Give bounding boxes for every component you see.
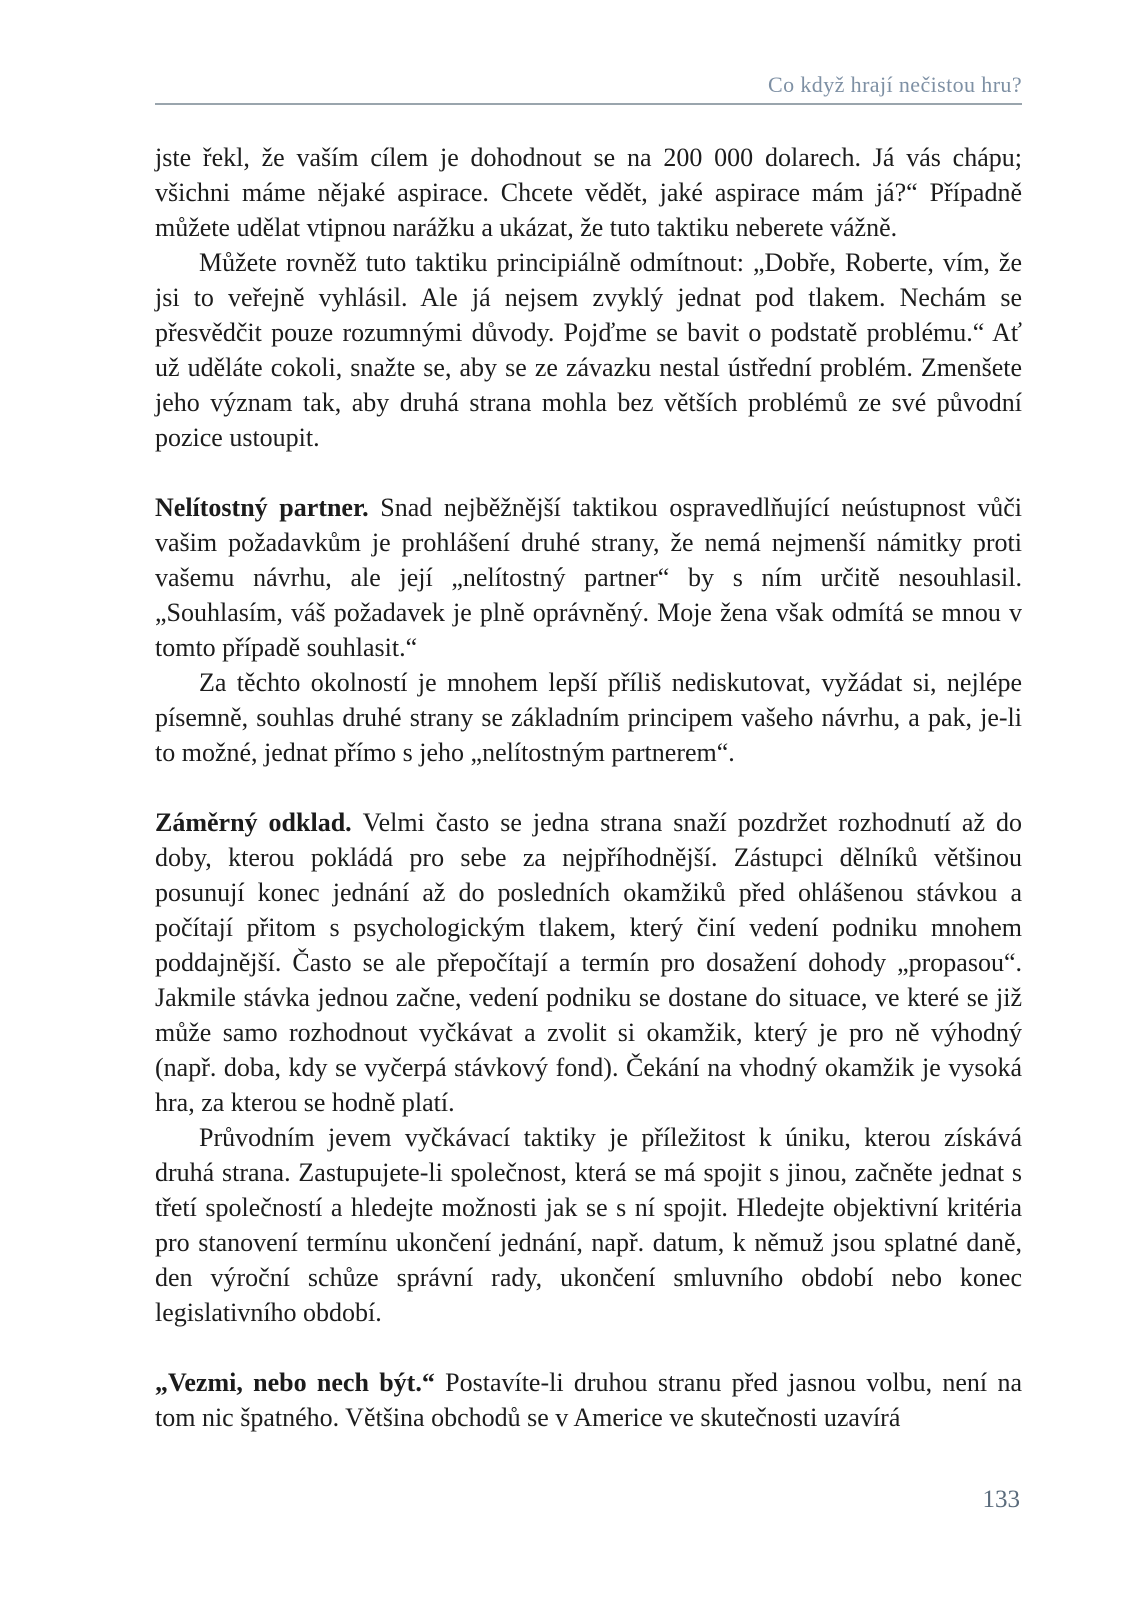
paragraph (155, 1120, 1022, 1330)
paragraph (155, 245, 1022, 455)
paragraph-text: Snad nejběžnější taktikou ospravedlňující neústupnost vůči vašim požadavkům je prohlášení druhé strany, že nemá nejmenší námitky proti vašemu návrhu, ale její „nelítostný partner“ by s ním určitě nesouhlasil. „Souhlasím, váš požadavek je plně oprávněný. Moje žena však odmítá se mnou v tomto případě souhlasit.“ (155, 493, 1022, 662)
paragraph (155, 805, 1022, 1120)
running-header-title: Co když hrají nečistou hru? (768, 72, 1022, 97)
paragraph-text: Můžete rovněž tuto taktiku principiálně odmítnout: „Dobře, Roberte, vím, že jsi to veřejně vyhlásil. Ale já nejsem zvyklý jednat pod tlakem. Nechám se přesvědčit pouze rozumnými důvody. Pojďme se bavit o podstatě problému.“ Ať už uděláte cokoli, snažte se, aby se ze závazku nestal ústřední problém. Zmenšete jeho význam tak, aby druhá strana mohla bez větších problémů ze své původní pozice ustoupit. (155, 248, 1022, 452)
paragraph (155, 490, 1022, 665)
header-rule (155, 103, 1022, 105)
page-number: 133 (982, 1486, 1020, 1513)
page-header (155, 72, 1022, 98)
paragraph-text: Průvodním jevem vyčkávací taktiky je příležitost k úniku, kterou získává druhá strana. Zastupujete-li společnost, která se má spojit s jinou, začněte jednat s třetí společností a hledejte možnosti jak se s ní spojit. Hledejte objektivní kritéria pro stanovení termínu ukončení jednání, např. datum, k němuž jsou splatné daně, den výroční schůze správní rady, ukončení smluvního období nebo konec legislativního období. (155, 1123, 1022, 1327)
paragraph (155, 140, 1022, 245)
paragraph-text: Postavíte-li druhou stranu před jasnou volbu, není na tom nic špatného. Většina obchodů se v Americe ve skutečnosti uzavírá (155, 1368, 1022, 1432)
body-text (155, 140, 1022, 1435)
paragraph-text: Za těchto okolností je mnohem lepší příliš nediskutovat, vyžádat si, nejlépe písemně, souhlas druhé strany se základním principem vašeho návrhu, a pak, je-li to možné, jednat přímo s jeho „nelítostným partnerem“. (155, 668, 1022, 767)
paragraph-text: Velmi často se jedna strana snaží pozdržet rozhodnutí až do doby, kterou pokládá pro sebe za nejpříhodnější. Zástupci dělníků většinou posunují konec jednání až do posledních okamžiků před ohlášenou stávkou a počítají přitom s psychologickým tlakem, který činí vedení podniku mnohem poddajnější. Často se ale přepočítají a termín pro dosažení dohody „propasou“. Jakmile stávka jednou začne, vedení podniku se dostane do situace, ve které se již může samo rozhodnout vyčkávat a zvolit si okamžik, který je pro ně výhodný (např. doba, kdy se vyčerpá stávkový fond). Čekání na vhodný okamžik je vysoká hra, za kterou se hodně platí. (155, 808, 1022, 1117)
paragraph (155, 665, 1022, 770)
paragraph-lead: „Vezmi, nebo nech být.“ (155, 1368, 446, 1397)
paragraph-lead: Nelítostný partner. (155, 493, 381, 522)
paragraph-lead: Záměrný odklad. (155, 808, 363, 837)
paragraph (155, 1365, 1022, 1435)
paragraph-text: jste řekl, že vaším cílem je dohodnout se na 200 000 dolarech. Já vás chápu; všichni máme nějaké aspirace. Chcete vědět, jaké aspirace mám já?“ Případně můžete udělat vtipnou narážku a ukázat, že tuto taktiku neberete vážně. (155, 143, 1022, 242)
